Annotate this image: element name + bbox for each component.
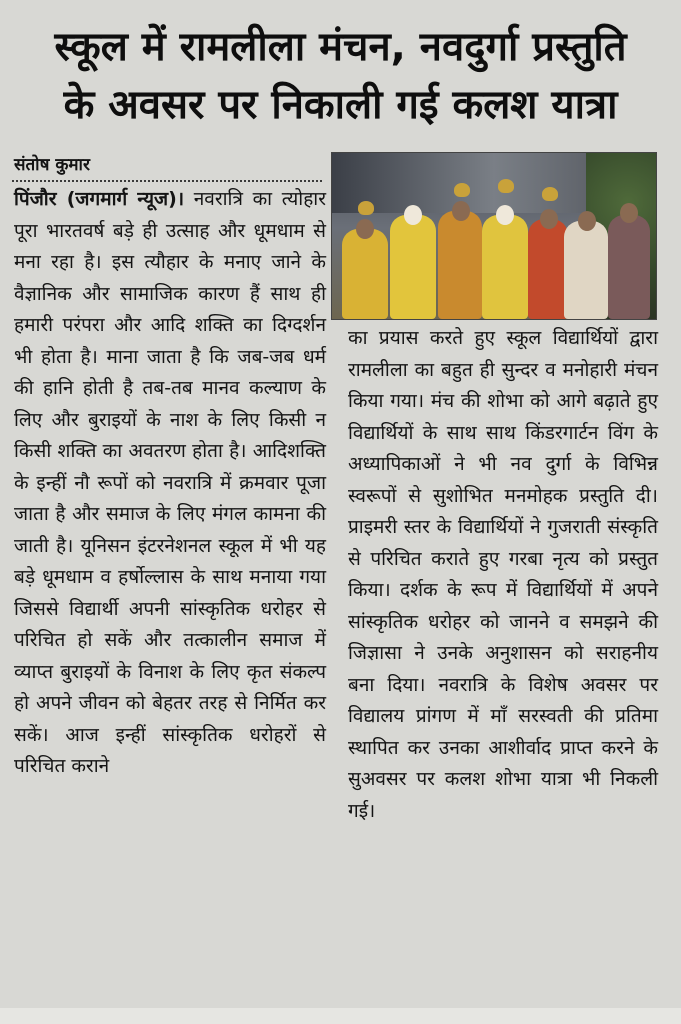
photo-kalash xyxy=(358,201,374,215)
article-left-text: नवरात्रि का त्योहार पूरा भारतवर्ष बड़े ही उत्साह और धूमधाम से मना रहा है। इस त्यौहार के मनाए जाने के वैज्ञानिक और सामाजिक कारण हैं साथ ही हमारी परंपरा और आदि शक्ति का दिग्दर्शन भी होता है। माना जाता है कि जब-जब धर्म की हानि होती है तब-तब मानव कल्याण के लिए और बुराइयों के नाश के लिए किसी न किसी शक्ति का अवतरण होता है। आदिशक्ति के इन्हीं नौ रूपों को नवरात्रि में क्रमवार पूजा जाता है और समाज के लिए मंगल कामना की जाती है। यूनिसन इंटरनेशनल स्कूल में भी यह बड़े धूमधाम व हर्षोल्लास के साथ मनाया गया जिससे विद्यार्थी अपनी सांस्कृतिक धरोहर से परिचित हो सकें और तत्कालीन समाज में व्याप्त बुराइयों के विनाश के लिए कृत संकल्प हो अपने जीवन को बेहतर तरह से निर्मित कर सकें। आज इन्हीं सांस्कृतिक धरोहरों से परिचित कराने xyxy=(14,188,326,777)
photo-person xyxy=(438,211,482,319)
photo-kalash xyxy=(498,179,514,193)
photo-person-head xyxy=(540,209,558,229)
event-photo xyxy=(331,152,657,320)
photo-person-head xyxy=(578,211,596,231)
photo-person-head xyxy=(620,203,638,223)
headline-line-1: स्कूल में रामलीला मंचन, नवदुर्गा प्रस्तुति xyxy=(54,24,627,70)
page-bottom-edge xyxy=(0,1008,681,1024)
photo-person-head xyxy=(452,201,470,221)
dateline: पिंजौर (जगमार्ग न्यूज)। xyxy=(14,188,185,210)
article-left-column xyxy=(14,184,326,783)
photo-person-head xyxy=(496,205,514,225)
article-right-column xyxy=(348,323,658,827)
article-right-text: का प्रयास करते हुए स्कूल विद्यार्थियों द्वारा रामलीला का बहुत ही सुन्दर व मनोहारी मंचन किया गया। मंच की शोभा को आगे बढ़ाते हुए विद्यार्थियों के साथ साथ किंडरगार्टन विंग के अध्यापिकाओं ने भी नव दुर्गा के विभिन्न स्वरूपों से सुशोभित मनमोहक प्रस्तुति दी। प्राइमरी स्तर के विद्यार्थियों ने गुजराती संस्कृति से परिचित कराते हुए गरबा नृत्य को प्रस्तुत किया। दर्शक के रूप में विद्यार्थियों में अपने सांस्कृतिक धरोहर को जानने व समझने की जिज्ञासा ने उनके अनुशासन को सराहनीय बना दिया। नवरात्रि के विशेष अवसर पर विद्यालय प्रांगण में माँ सरस्वती की प्रतिमा स्थापित कर उनका आशीर्वाद प्राप्त करने के सुअवसर पर कलश शोभा यात्रा भी निकली गई। xyxy=(348,327,658,822)
headline xyxy=(0,18,681,134)
photo-person-head xyxy=(356,219,374,239)
photo-person xyxy=(390,215,436,319)
photo-person xyxy=(564,221,608,319)
byline: संतोष कुमार xyxy=(14,155,90,175)
photo-person-head xyxy=(404,205,422,225)
photo-person xyxy=(608,215,650,319)
byline-divider xyxy=(12,180,322,182)
photo-kalash xyxy=(454,183,470,197)
photo-person xyxy=(342,229,388,319)
photo-kalash xyxy=(542,187,558,201)
headline-line-2: के अवसर पर निकाली गई कलश यात्रा xyxy=(63,82,618,128)
photo-person xyxy=(528,219,568,319)
photo-person xyxy=(482,215,528,319)
